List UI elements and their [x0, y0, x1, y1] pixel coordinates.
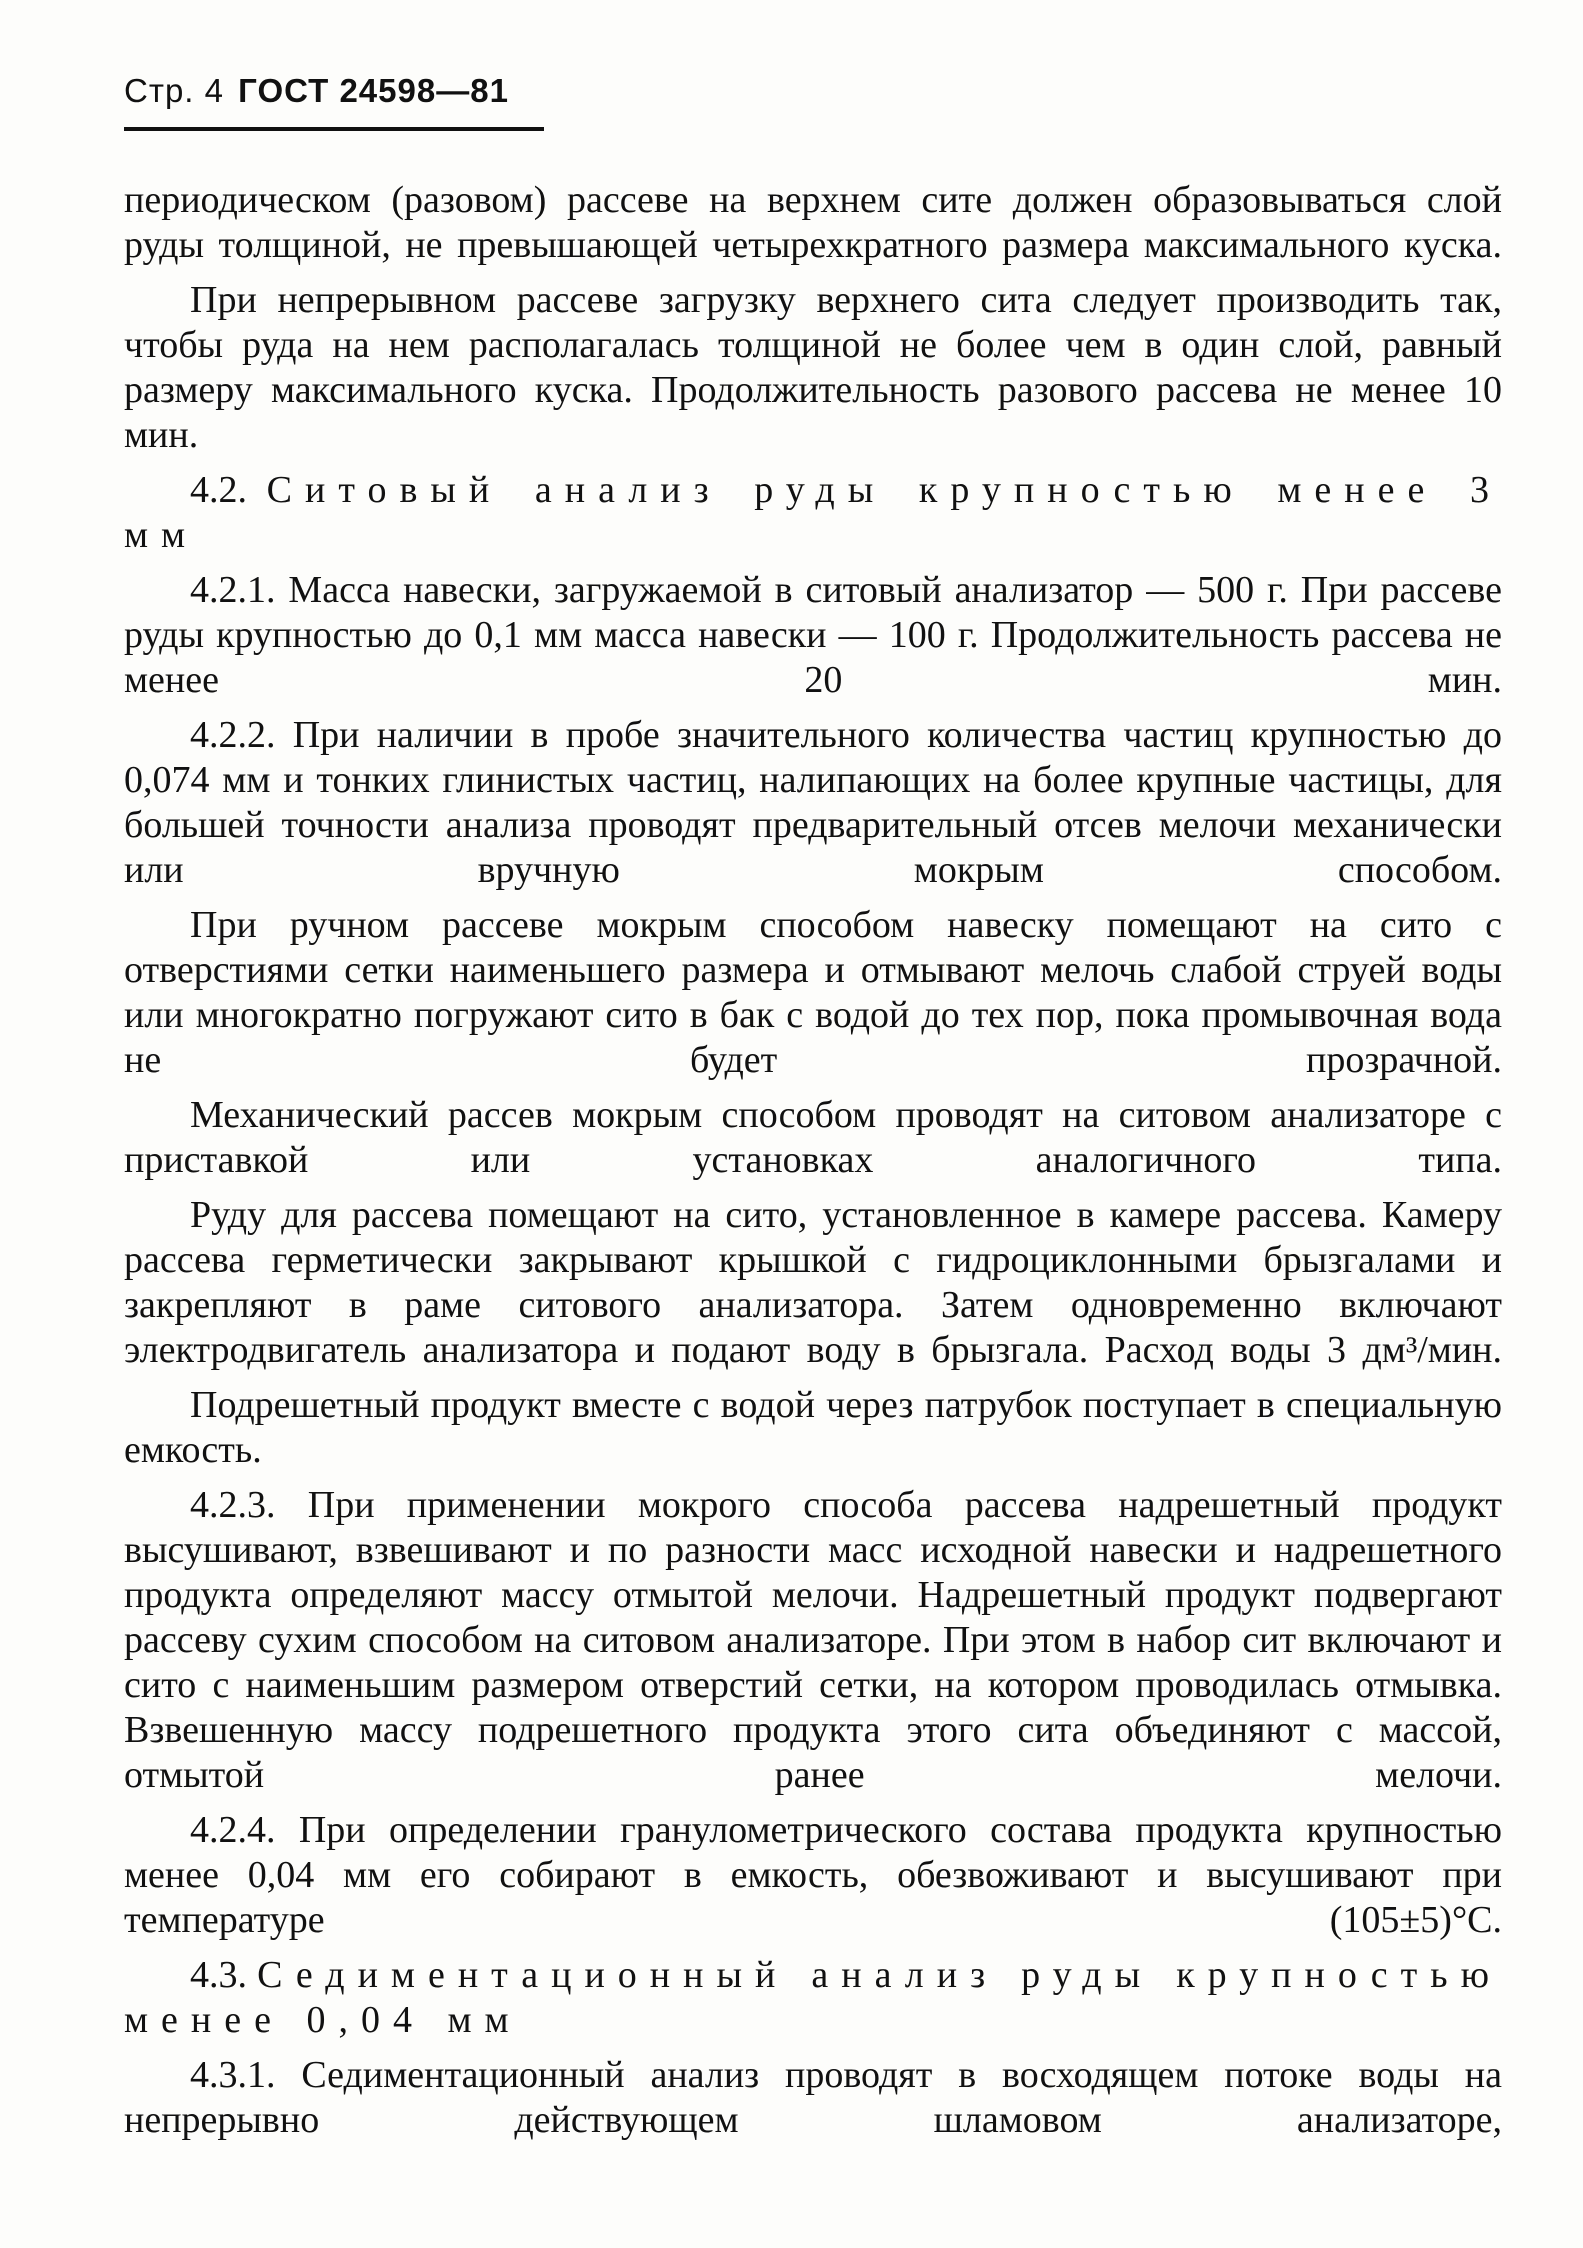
paragraph-4-2-4: 4.2.4. При определении гранулометрического состава продукта крупностью менее 0,04 мм его собирают в емкость, обезвоживают и высушивают при температуре (105±5)°С.	[124, 1809, 1502, 1941]
paragraph: При ручном рассеве мокрым способом навеску помещают на сито с отверстиями сетки наименьшего размера и отмывают мелочь слабой струей воды или многократно погружают сито в бак с водой до тех пор, пока промывочная вода не будет прозрачной.	[124, 904, 1502, 1081]
paragraph-4-3-1: 4.3.1. Седиментационный анализ проводят в восходящем потоке воды на непрерывно действующем шламовом анализаторе,	[124, 2054, 1502, 2141]
paragraph: Подрешетный продукт вместе с водой через патрубок поступает в специальную емкость.	[124, 1384, 1502, 1471]
paragraph-4-2-3: 4.2.3. При применении мокрого способа рассева надрешетный продукт высушивают, взвешивают и по разности масс исходной навески и надрешетного продукта определяют массу отмытой мелочи. Надрешетный продукт подвергают рассеву сухим способом на ситовом анализаторе. При этом в набор сит включают и сито с наименьшим размером отверстий сетки, на котором проводилась отмывка. Взвешенную массу подрешетного продукта этого сита объединяют с массой, отмытой ранее мелочи.	[124, 1484, 1502, 1796]
section-title: Седиментационный анализ руды крупностью менее 0,04 мм	[124, 1954, 1502, 2041]
section-heading-4-3	[124, 1953, 1502, 2043]
section-number: 4.3.	[190, 1954, 247, 1996]
standard-number: ГОСТ 24598—81	[238, 72, 509, 109]
paragraph: Механический рассев мокрым способом проводят на ситовом анализаторе с приставкой или установках аналогичного типа.	[124, 1094, 1502, 1181]
paragraph: Руду для рассева помещают на сито, установленное в камере рассева. Камеру рассева герметически закрывают крышкой с гидроциклонными брызгалами и закрепляют в раме ситового анализатора. Затем одновременно включают электродвигатель анализатора и подают воду в брызгала. Расход воды 3 дм³/мин.	[124, 1194, 1502, 1371]
document-body	[124, 178, 1502, 2153]
section-heading-4-2	[124, 468, 1502, 558]
paragraph-continuation: периодическом (разовом) рассеве на верхнем сите должен образовываться слой руды толщиной, не превышающей четырехкратного размера максимального куска.	[124, 179, 1502, 266]
section-number: 4.2.	[190, 469, 247, 511]
section-title: Ситовый анализ руды крупностью менее 3 мм	[124, 469, 1503, 556]
page-number: Стр. 4	[124, 72, 224, 109]
paragraph-4-2-1: 4.2.1. Масса навески, загружаемой в ситовый анализатор — 500 г. При рассеве руды крупностью до 0,1 мм масса навески — 100 г. Продолжительность рассева не менее 20 мин.	[124, 569, 1502, 701]
page-header	[124, 72, 509, 110]
paragraph-4-2-2: 4.2.2. При наличии в пробе значительного количества частиц крупностью до 0,074 мм и тонких глинистых частиц, налипающих на более крупные частицы, для большей точности анализа проводят предварительный отсев мелочи механически или вручную мокрым способом.	[124, 714, 1502, 891]
paragraph: При непрерывном рассеве загрузку верхнего сита следует производить так, чтобы руда на нем располагалась толщиной не более чем в один слой, равный размеру максимального куска. Продолжительность разового рассева не менее 10 мин.	[124, 279, 1502, 456]
header-rule	[124, 127, 544, 131]
